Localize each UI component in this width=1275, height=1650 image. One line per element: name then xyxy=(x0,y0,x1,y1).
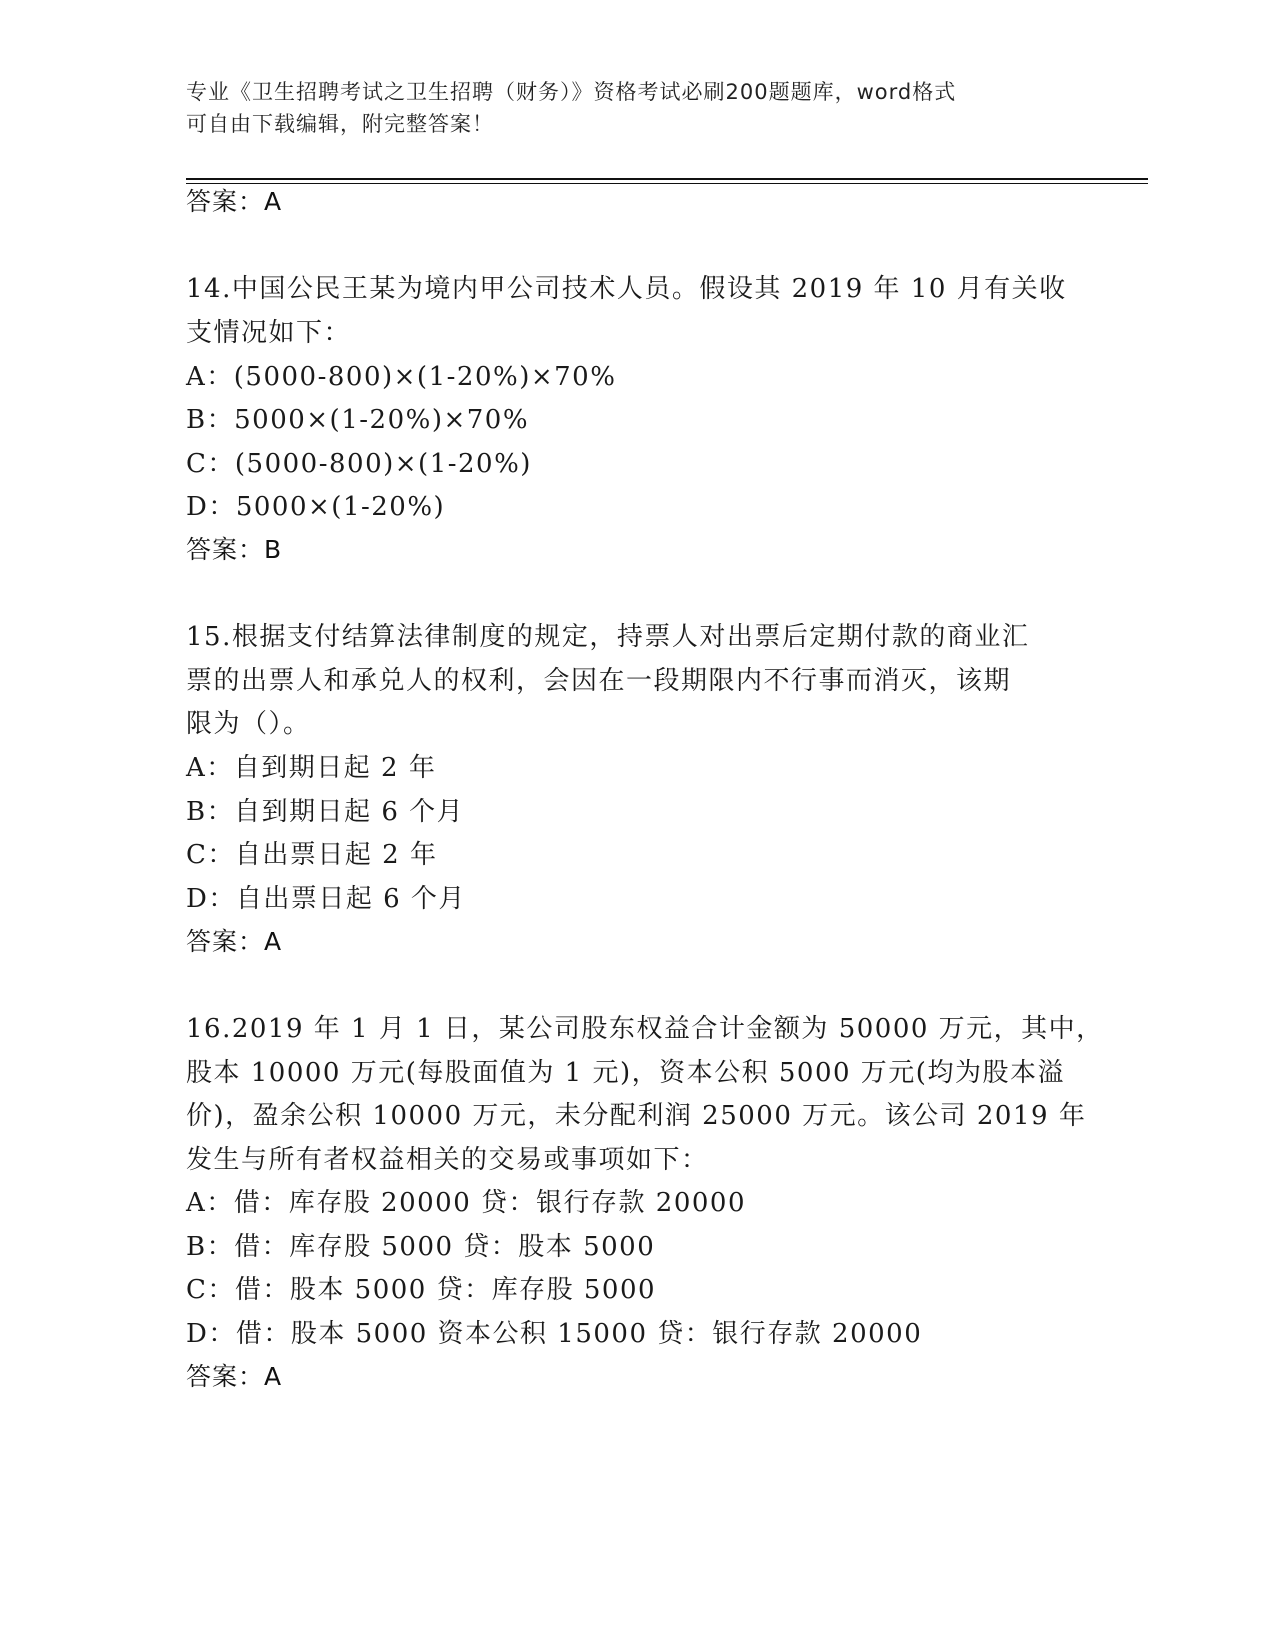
question-16-stem-line-1: 16.2019 年 1 月 1 日，某公司股东权益合计金额为 50000 万元，其中， xyxy=(186,1014,1104,1044)
document-header xyxy=(186,76,1066,140)
question-14-answer: 答案：B xyxy=(186,535,283,564)
question-15-option-a: A：自到期日起 2 年 xyxy=(186,753,437,783)
question-16-stem-line-3: 价)，盈余公积 10000 万元，未分配利润 25000 万元。该公司 2019 年 xyxy=(186,1101,1087,1131)
question-14-stem-line-1: 14.中国公民王某为境内甲公司技术人员。假设其 2019 年 10 月有关收 xyxy=(186,274,1067,304)
question-16-answer: 答案：A xyxy=(186,1362,283,1391)
question-15-stem-line-2: 票的出票人和承兑人的权利，会因在一段期限内不行事而消灭，该期 xyxy=(186,666,1012,696)
question-16-option-b: B：借：库存股 5000 贷：股本 5000 xyxy=(186,1232,656,1262)
header-title-line-2: 可自由下载编辑，附完整答案！ xyxy=(186,112,494,136)
question-15-option-b: B：自到期日起 6 个月 xyxy=(186,797,465,827)
question-14-option-d: D：5000×(1-20%) xyxy=(186,492,446,522)
question-16-option-a: A：借：库存股 20000 贷：银行存款 20000 xyxy=(186,1188,746,1218)
question-14-option-c: C：(5000-800)×(1-20%) xyxy=(186,449,532,479)
header-divider-thick xyxy=(186,178,1148,180)
question-14-option-b: B：5000×(1-20%)×70% xyxy=(186,405,530,435)
question-15-answer: 答案：A xyxy=(186,927,283,956)
question-15-stem-line-3: 限为（）。 xyxy=(186,709,311,739)
question-16-option-c: C：借：股本 5000 贷：库存股 5000 xyxy=(186,1275,657,1305)
question-16-option-d: D：借：股本 5000 资本公积 15000 贷：银行存款 20000 xyxy=(186,1319,923,1349)
question-14-stem-line-2: 支情况如下： xyxy=(186,318,352,348)
question-16-stem-line-4: 发生与所有者权益相关的交易或事项如下： xyxy=(186,1145,709,1175)
question-15-option-c: C：自出票日起 2 年 xyxy=(186,840,438,870)
header-title-line-1: 专业《卫生招聘考试之卫生招聘（财务）》资格考试必刷200题题库，word格式 xyxy=(186,80,957,104)
question-16-stem-line-2: 股本 10000 万元(每股面值为 1 元)，资本公积 5000 万元(均为股本溢 xyxy=(186,1058,1065,1088)
question-15-option-d: D：自出票日起 6 个月 xyxy=(186,884,466,914)
question-15-stem-line-1: 15.根据支付结算法律制度的规定，持票人对出票后定期付款的商业汇 xyxy=(186,622,1030,652)
answer-previous-question: 答案：A xyxy=(186,187,283,216)
header-divider-thin xyxy=(186,183,1148,184)
question-14-option-a: A：(5000-800)×(1-20%)×70% xyxy=(186,362,617,392)
